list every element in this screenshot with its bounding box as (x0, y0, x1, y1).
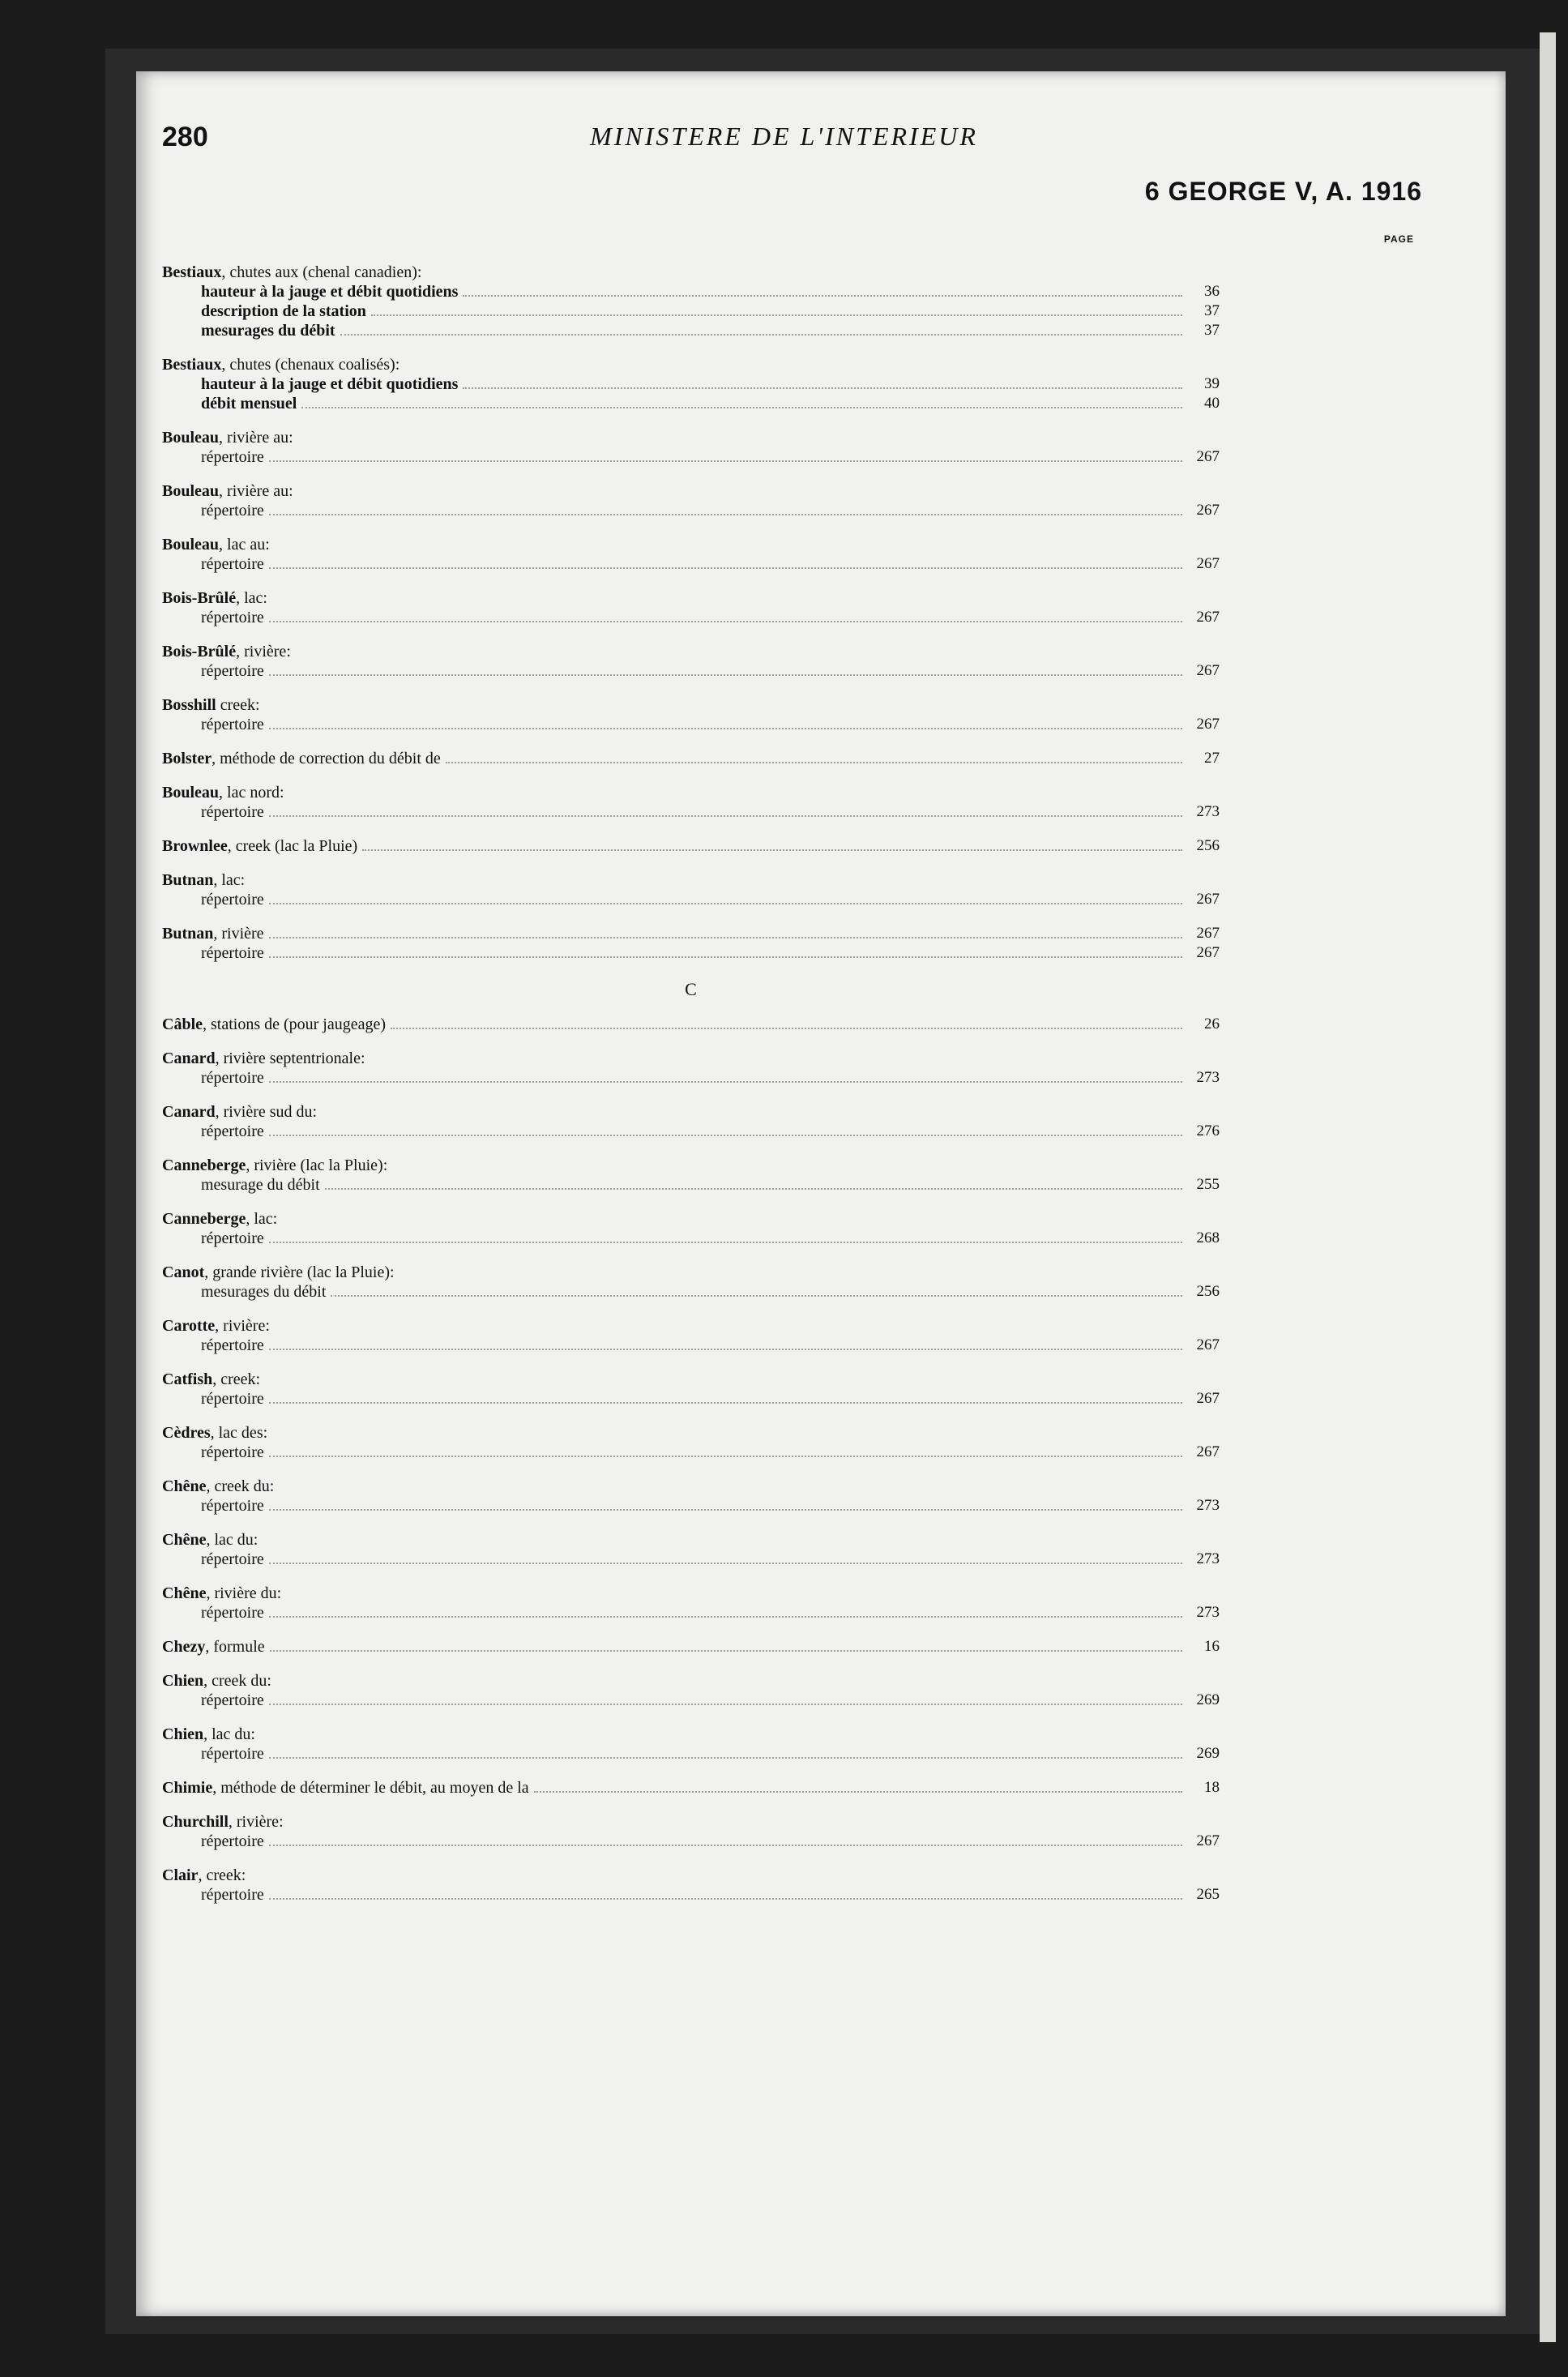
entry-heading (162, 1812, 1220, 1832)
entry-heading-text (162, 1725, 255, 1744)
leader-dots (534, 1791, 1182, 1793)
entry-heading (162, 870, 1220, 890)
sub-entry (162, 1691, 1220, 1710)
entry-keyword: Canot (162, 1263, 205, 1281)
entry-keyword: Bois-Brûlé (162, 589, 237, 607)
entry-keyword: Chien (162, 1725, 204, 1743)
entry-qualifier: , rivière (213, 925, 264, 943)
entry-keyword: Câble (162, 1015, 203, 1033)
entry-heading (162, 1156, 1220, 1175)
entry-heading-text (162, 1778, 529, 1798)
entry-heading-text (162, 1812, 284, 1832)
entry-keyword: Chêne (162, 1531, 207, 1549)
entry-heading (162, 1263, 1220, 1282)
page-header (0, 122, 1568, 170)
entry-keyword: Carotte (162, 1317, 216, 1335)
page-ref: 273 (1196, 803, 1220, 820)
page-ref: 255 (1196, 1176, 1220, 1193)
entry-heading-text (162, 642, 291, 661)
entry-heading-text (162, 749, 441, 768)
entry-heading (162, 1370, 1220, 1389)
entry-keyword: Bouleau (162, 429, 220, 447)
sub-entry (162, 1175, 1220, 1195)
sub-entry (162, 1068, 1220, 1088)
sub-entry-text: répertoire (201, 803, 264, 821)
leader-dots (391, 1028, 1182, 1029)
page-ref: 36 (1204, 283, 1220, 300)
page-ref: 27 (1204, 750, 1220, 767)
sub-entry-text: mesurages du débit (201, 1283, 327, 1301)
sub-entry-text: répertoire (201, 1390, 264, 1408)
page-ref: 267 (1196, 925, 1220, 942)
entry-heading-text (162, 1423, 267, 1443)
leader-dots (269, 815, 1182, 817)
page-ref: 26 (1204, 1015, 1220, 1032)
sub-entry (162, 554, 1220, 574)
index-entry (162, 1015, 1220, 1034)
entry-qualifier: , rivière au: (219, 482, 293, 500)
page-ref: 37 (1204, 322, 1220, 339)
entry-heading-text (162, 1530, 258, 1550)
entry-qualifier: , lac au: (219, 536, 270, 554)
entry-qualifier: , lac: (236, 589, 267, 607)
entry-keyword: Canneberge (162, 1210, 246, 1228)
page-ref: 37 (1204, 302, 1220, 319)
sub-entry-text: répertoire (201, 716, 264, 733)
page-ref: 18 (1204, 1779, 1220, 1796)
sub-entry (162, 1229, 1220, 1248)
entry-qualifier: , creek du: (206, 1477, 275, 1495)
index-entry (162, 642, 1220, 681)
entry-heading (162, 783, 1220, 802)
sub-entry-text: répertoire (201, 448, 264, 466)
entry-keyword: Bestiaux (162, 263, 222, 281)
entry-qualifier: , lac: (213, 871, 246, 889)
entry-heading-text (162, 263, 421, 282)
sub-entry-text: répertoire (201, 609, 264, 626)
leader-dots (269, 567, 1182, 569)
page-ref: 39 (1204, 375, 1220, 392)
sub-entry-text: répertoire (201, 891, 264, 908)
entry-heading (162, 1584, 1220, 1603)
entry-qualifier: , rivière du: (206, 1584, 282, 1602)
adjacent-page-edge (1540, 32, 1556, 2342)
leader-dots (463, 387, 1182, 389)
entry-qualifier: , stations de (pour jaugeage) (203, 1015, 387, 1033)
sub-entry (162, 1550, 1220, 1569)
sub-entry-text: répertoire (201, 662, 264, 680)
sub-entry (162, 608, 1220, 627)
entry-heading (162, 263, 1220, 282)
entry-qualifier: , rivière au: (219, 429, 293, 447)
entry-heading-text (162, 1316, 270, 1336)
sub-entry-text: répertoire (201, 1497, 264, 1515)
entry-heading-text (162, 481, 293, 501)
entry-qualifier: , méthode de correction du débit de (211, 750, 441, 767)
entry-heading-text (162, 1156, 387, 1175)
entry-keyword: Bestiaux (162, 356, 222, 374)
sub-entry (162, 394, 1220, 413)
sub-entry-text: hauteur à la jauge et débit quotidiens (201, 375, 459, 393)
entry-heading-text (162, 535, 270, 554)
entry-heading-text (162, 1263, 395, 1282)
leader-dots (269, 1616, 1182, 1618)
entry-qualifier: , grande rivière (lac la Pluie): (204, 1263, 395, 1281)
sub-entry-text: mesurages du débit (201, 322, 335, 340)
entry-heading (162, 749, 1220, 768)
entry-heading (162, 535, 1220, 554)
entry-heading (162, 1015, 1220, 1034)
entry-keyword: Chezy (162, 1638, 206, 1656)
entry-heading-text (162, 924, 264, 943)
entry-qualifier: , rivière: (215, 1317, 270, 1335)
index-list (162, 248, 1220, 1905)
sub-entry (162, 1122, 1220, 1141)
entry-qualifier: , rivière: (236, 643, 291, 661)
sub-entry-text: répertoire (201, 944, 264, 962)
page-number: 280 (162, 122, 208, 152)
entry-heading (162, 1866, 1220, 1885)
entry-qualifier: , rivière: (228, 1813, 284, 1831)
entry-qualifier: , lac du: (206, 1531, 258, 1549)
entry-heading (162, 1778, 1220, 1798)
entry-heading (162, 1423, 1220, 1443)
sub-entry-text: répertoire (201, 1122, 264, 1140)
index-entry (162, 1316, 1220, 1355)
page-ref: 267 (1196, 1390, 1220, 1407)
sub-entry-text: répertoire (201, 1550, 264, 1568)
entry-heading-text (162, 588, 267, 608)
index-entry (162, 1584, 1220, 1622)
entry-keyword: Canard (162, 1103, 216, 1121)
leader-dots (269, 1704, 1182, 1705)
sub-entry (162, 715, 1220, 734)
page-ref: 267 (1196, 662, 1220, 679)
entry-qualifier: , lac des: (210, 1424, 268, 1442)
entry-qualifier: , rivière septentrionale: (215, 1050, 365, 1067)
sub-entry (162, 1496, 1220, 1516)
index-entry (162, 1725, 1220, 1764)
entry-keyword: Chêne (162, 1477, 207, 1495)
leader-dots (325, 1188, 1182, 1190)
entry-heading (162, 428, 1220, 447)
sub-entry (162, 321, 1220, 340)
sub-entry-text: mesurage du débit (201, 1176, 320, 1194)
index-entry (162, 1866, 1220, 1905)
sub-entry-text: débit mensuel (201, 395, 297, 413)
running-title: MINISTERE DE L'INTERIEUR (590, 122, 978, 151)
index-entry (162, 870, 1220, 909)
sub-entry (162, 282, 1220, 301)
leader-dots (269, 728, 1182, 729)
leader-dots (269, 1845, 1182, 1846)
index-entry (162, 1370, 1220, 1409)
index-entry (162, 749, 1220, 768)
entry-heading (162, 481, 1220, 501)
sub-entry-text: répertoire (201, 1832, 264, 1850)
page-ref: 267 (1196, 555, 1220, 572)
sub-entry (162, 1885, 1220, 1905)
index-entry (162, 263, 1220, 340)
sub-entry (162, 1336, 1220, 1355)
entry-keyword: Bouleau (162, 784, 220, 802)
entry-heading (162, 1637, 1220, 1657)
index-entry (162, 695, 1220, 734)
index-entry (162, 1637, 1220, 1657)
sub-entry-text: répertoire (201, 1886, 264, 1904)
sub-entry-text: répertoire (201, 1336, 264, 1354)
page-ref: 273 (1196, 1550, 1220, 1567)
sub-entry (162, 890, 1220, 909)
page-ref: 267 (1196, 609, 1220, 626)
sub-entry-text: description de la station (201, 302, 366, 320)
sub-entry (162, 1389, 1220, 1409)
sub-entry-text: hauteur à la jauge et débit quotidiens (201, 283, 459, 301)
page-ref: 273 (1196, 1069, 1220, 1086)
sub-entry-text: répertoire (201, 1691, 264, 1709)
session-heading: 6 GEORGE V, A. 1916 (1144, 177, 1422, 206)
page-ref: 256 (1196, 1283, 1220, 1300)
entry-heading (162, 1049, 1220, 1068)
leader-dots (340, 334, 1182, 336)
leader-dots (362, 849, 1182, 851)
entry-keyword: Chien (162, 1672, 204, 1690)
entry-heading (162, 355, 1220, 374)
sub-entry-text: répertoire (201, 502, 264, 519)
entry-heading-text (162, 870, 245, 890)
sub-entry (162, 1443, 1220, 1462)
page-ref: 273 (1196, 1497, 1220, 1514)
entry-qualifier: , chutes aux (chenal canadien): (221, 263, 422, 281)
entry-keyword: Chêne (162, 1584, 207, 1602)
entry-heading-text (162, 1671, 271, 1691)
leader-dots (446, 762, 1182, 763)
entry-heading-text (162, 695, 260, 715)
entry-heading (162, 1477, 1220, 1496)
entry-heading-text (162, 1584, 281, 1603)
sub-entry-text: répertoire (201, 1745, 264, 1763)
sub-entry (162, 1832, 1220, 1851)
page-column-heading: PAGE (1383, 233, 1414, 245)
entry-qualifier: , creek: (198, 1866, 246, 1884)
entry-keyword: Chimie (162, 1779, 213, 1797)
leader-dots (269, 621, 1182, 622)
leader-dots (463, 295, 1182, 297)
leader-dots (269, 514, 1182, 515)
leader-dots (269, 1349, 1182, 1350)
sub-entry (162, 501, 1220, 520)
entry-heading (162, 1209, 1220, 1229)
index-entry (162, 481, 1220, 520)
index-entry (162, 535, 1220, 574)
index-entry (162, 355, 1220, 413)
page-ref: 273 (1196, 1604, 1220, 1621)
entry-qualifier: , lac nord: (219, 784, 284, 802)
index-entry (162, 1102, 1220, 1141)
index-entry (162, 1477, 1220, 1516)
entry-qualifier: , creek (lac la Pluie) (227, 837, 358, 855)
index-entry (162, 924, 1220, 963)
page-ref: 267 (1196, 502, 1220, 519)
entry-heading-text (162, 1370, 260, 1389)
page-ref: 40 (1204, 395, 1220, 412)
entry-keyword: Bosshill (162, 696, 216, 714)
page-ref: 269 (1196, 1745, 1220, 1762)
entry-heading-text (162, 355, 399, 374)
page-ref: 267 (1196, 716, 1220, 733)
sub-entry-text: répertoire (201, 1604, 264, 1622)
entry-qualifier: creek: (216, 696, 260, 714)
entry-heading-text (162, 1015, 386, 1034)
sub-entry (162, 447, 1220, 467)
index-entry (162, 1778, 1220, 1798)
index-entry (162, 1530, 1220, 1569)
page-ref: 265 (1196, 1886, 1220, 1903)
page-ref: 268 (1196, 1229, 1220, 1246)
entry-heading-text (162, 836, 357, 856)
entry-heading-text (162, 1102, 317, 1122)
leader-dots (269, 937, 1182, 938)
entry-keyword: Clair (162, 1866, 199, 1884)
entry-heading (162, 924, 1220, 943)
entry-heading-text (162, 1209, 277, 1229)
index-entry (162, 1049, 1220, 1088)
entry-heading (162, 695, 1220, 715)
leader-dots (269, 1135, 1182, 1136)
sub-entry (162, 1603, 1220, 1622)
entry-heading-text (162, 1477, 274, 1496)
entry-heading (162, 1316, 1220, 1336)
entry-heading-text (162, 1637, 265, 1657)
entry-keyword: Bolster (162, 750, 212, 767)
page-ref: 267 (1196, 448, 1220, 465)
entry-heading (162, 836, 1220, 856)
leader-dots (301, 407, 1182, 408)
entry-keyword: Canneberge (162, 1156, 246, 1174)
leader-dots (269, 1898, 1182, 1900)
entry-qualifier: , creek: (212, 1370, 261, 1388)
leader-dots (269, 1456, 1182, 1457)
entry-heading (162, 642, 1220, 661)
entry-qualifier: , creek du: (203, 1672, 271, 1690)
index-entry (162, 1209, 1220, 1248)
entry-qualifier: , rivière (lac la Pluie): (246, 1156, 388, 1174)
index-entry (162, 428, 1220, 467)
sub-entry-text: répertoire (201, 555, 264, 573)
entry-keyword: Bouleau (162, 482, 220, 500)
entry-heading (162, 1671, 1220, 1691)
leader-dots (269, 460, 1182, 462)
index-entry (162, 783, 1220, 822)
section-letter-heading: C (685, 979, 697, 999)
entry-qualifier: , lac: (246, 1210, 278, 1228)
entry-keyword: Brownlee (162, 837, 228, 855)
entry-qualifier: , méthode de déterminer le débit, au moyen de la (212, 1779, 529, 1797)
leader-dots (269, 674, 1182, 676)
index-entry (162, 1671, 1220, 1710)
leader-dots (269, 1509, 1182, 1511)
leader-dots (269, 956, 1182, 958)
entry-heading-text (162, 1049, 365, 1068)
page-ref: 267 (1196, 944, 1220, 961)
page-ref: 276 (1196, 1122, 1220, 1139)
sub-entry-text: répertoire (201, 1229, 264, 1247)
leader-dots (269, 1757, 1182, 1759)
entry-keyword: Catfish (162, 1370, 213, 1388)
entry-keyword: Butnan (162, 871, 214, 889)
leader-dots (269, 1242, 1182, 1243)
entry-qualifier: , formule (205, 1638, 265, 1656)
leader-dots (269, 1563, 1182, 1564)
leader-dots (371, 314, 1182, 316)
sub-entry (162, 301, 1220, 321)
sub-entry (162, 943, 1220, 963)
index-entry (162, 1263, 1220, 1302)
page-ref: 256 (1196, 837, 1220, 854)
entry-keyword: Cèdres (162, 1424, 211, 1442)
entry-heading-text (162, 783, 284, 802)
sub-entry (162, 802, 1220, 822)
sub-entry (162, 661, 1220, 681)
entry-keyword: Canard (162, 1050, 216, 1067)
leader-dots (270, 1650, 1182, 1652)
index-entry (162, 1156, 1220, 1195)
index-entry (162, 588, 1220, 627)
leader-dots (269, 1081, 1182, 1083)
entry-heading (162, 1725, 1220, 1744)
entry-heading (162, 1530, 1220, 1550)
page-ref: 269 (1196, 1691, 1220, 1708)
entry-keyword: Churchill (162, 1813, 229, 1831)
page-ref: 267 (1196, 1336, 1220, 1353)
entry-heading-text (162, 428, 293, 447)
entry-qualifier: , rivière sud du: (215, 1103, 318, 1121)
leader-dots (269, 903, 1182, 904)
page-ref: 267 (1196, 1443, 1220, 1460)
entry-qualifier: , chutes (chenaux coalisés): (221, 356, 400, 374)
entry-keyword: Butnan (162, 925, 214, 943)
entry-heading (162, 1102, 1220, 1122)
sub-entry-text: répertoire (201, 1069, 264, 1087)
leader-dots (331, 1295, 1182, 1297)
entry-heading (162, 588, 1220, 608)
entry-keyword: Bouleau (162, 536, 220, 554)
index-entry (162, 1423, 1220, 1462)
page-ref: 16 (1204, 1638, 1220, 1655)
sub-entry-text: répertoire (201, 1443, 264, 1461)
leader-dots (269, 1402, 1182, 1404)
sub-entry (162, 374, 1220, 394)
page-ref: 267 (1196, 1832, 1220, 1849)
page-ref: 267 (1196, 891, 1220, 908)
sub-entry (162, 1744, 1220, 1764)
entry-keyword: Bois-Brûlé (162, 643, 237, 661)
entry-heading-text (162, 1866, 246, 1885)
index-entry (162, 836, 1220, 856)
index-entry (162, 1812, 1220, 1851)
sub-entry (162, 1282, 1220, 1302)
entry-qualifier: , lac du: (203, 1725, 255, 1743)
